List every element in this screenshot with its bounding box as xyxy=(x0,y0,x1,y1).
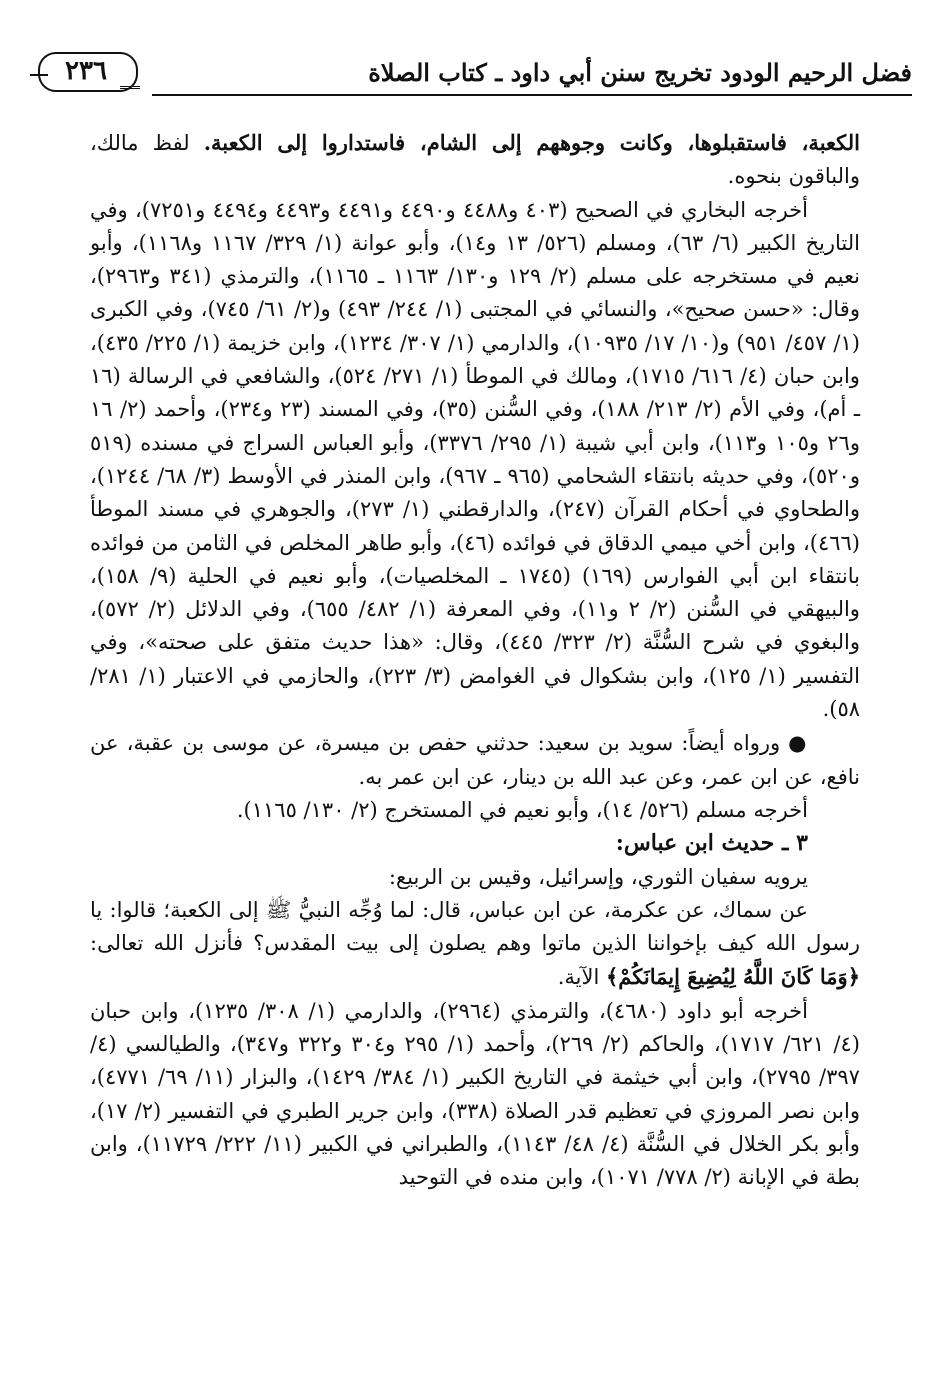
riwaya-text: ورواه أيضاً: سويد بن سعيد: حدثني حفص بن ميسرة، عن موسى بن عقبة، عن نافع، عن ابن عمر، وعن عبد الله بن دينار، عن ابن عمر به. xyxy=(90,731,860,789)
takhrij-paragraph-3: أخرجه أبو داود (٤٦٨٠)، والترمذي (٢٩٦٤)، والدارمي (١/ ٣٠٨/ ١٢٣٥)، وابن حبان (٤/ ٦٢١/ ١٧١٧)، والحاكم (٢/ ٢٦٩)، وأحمد (١/ ٢٩٥ و٣٠٤ و٣٢٢ و٣٤٧)، والطيالسي (٤/ ٣٩٧/ ٢٧٩٥)، وابن أبي خيثمة في التاريخ الكبير (١/ ٣٨٤/ ١٤٢٩)، والبزار (١١/ ٦٩/ ٤٧٧١)، وابن نصر المروزي في تعظيم قدر الصلاة (٣٣٨)، وابن جرير الطبري في التفسير (٢/ ١٧)، وأبو بكر الخلال في السُّنَّة (٤/ ٤٨/ ١١٤٣)، والطبراني في الكبير (١١/ ٢٢٢/ ١١٧٢٩)، وابن بطة في الإبانة (٢/ ٧٧٨/ ١٠٧١)، وابن منده في التوحيد xyxy=(90,998,860,1190)
hadith-text: عن سماك، عن عكرمة، عن ابن عباس، قال: لما وُجِّه النبيُّ ﷺ إلى الكعبة؛ قالوا: يا رسول الله كيف بإخواننا الذين ماتوا وهم يصلون إلى بيت المقدس؟ فأنزل الله تعالى: xyxy=(90,897,860,956)
header-rule-right xyxy=(152,94,912,96)
hadith-paragraph xyxy=(90,894,860,995)
bullet-icon: ● xyxy=(788,730,808,756)
header-rule-left xyxy=(30,74,48,76)
riwaya-paragraph xyxy=(90,726,860,794)
narrators-line: يرويه سفيان الثوري، وإسرائيل، وقيس بن الربيع: xyxy=(388,864,808,889)
hadith-text-end: الكعبة، فاستقبلوها، وكانت وجوههم إلى الشام، فاستداروا إلى الكعبة. xyxy=(203,130,860,155)
header-rule-ornament xyxy=(120,86,140,92)
hadith-text-end: الآية. xyxy=(557,965,606,990)
paragraph-1 xyxy=(90,126,860,194)
quran-verse: ﴿وَمَا كَانَ اللَّهُ لِيُضِيعَ إِيمَانَكُمْ﴾ xyxy=(606,964,860,990)
page-number: ٢٣٦ xyxy=(65,56,107,86)
page-number-frame xyxy=(30,52,150,88)
running-title: فضل الرحيم الودود تخريج سنن أبي داود ـ كتاب الصلاة xyxy=(368,58,912,87)
main-text xyxy=(90,126,860,1195)
takhrij-paragraph-1: أخرجه البخاري في الصحيح (٤٠٣ و٤٤٨٨ و٤٤٩٠ و٤٤٩١ و٤٤٩٣ و٤٤٩٤ و٧٢٥١)، وفي التاريخ الكبير (٦/ ٦٣)، ومسلم (٥٢٦/ ١٣ و١٤)، وأبو عوانة (١/ ٣٢٩/ ١١٦٧ و١١٦٨)، وأبو نعيم في مستخرجه على مسلم (٢/ ١٢٩ و١٣٠/ ١١٦٣ ـ ١١٦٥)، والترمذي (٣٤١ و٢٩٦٣)، وقال: «حسن صحيح»، والنسائي في المجتبى (١/ ٢٤٤/ ٤٩٣) و(٢/ ٦١/ ٧٤٥)، وفي الكبرى (١/ ٤٥٧/ ٩٥١) و(١٠/ ١٧/ ١٠٩٣٥)، والدارمي (١/ ٣٠٧/ ١٢٣٤)، وابن خزيمة (١/ ٢٢٥/ ٤٣٥)، وابن حبان (٤/ ٦١٦/ ١٧١٥)، ومالك في الموطأ (١/ ٢٧١/ ٥٢٤)، والشافعي في الرسالة (١٦ ـ أم)، وفي الأم (٢/ ٢١٣/ ١٨٨)، وفي السُّنن (٣٥)، وفي المسند (٢٣ و٢٣٤)، وأحمد (٢/ ١٦ و٢٦ و١٠٥ و١١٣)، وابن أبي شيبة (١/ ٢٩٥/ ٣٣٧٦)، وأبو العباس السراج في مسنده (٥١٩ و٥٢٠)، وفي حديثه بانتقاء الشحامي (٩٦٥ ـ ٩٦٧)، وابن المنذر في الأوسط (٣/ ٦٨/ ١٢٤٤)، والطحاوي في أحكام القرآن (٢٤٧)، والدارقطني (١/ ٢٧٣)، والجوهري في مسند الموطأ (٤٦٦)، وابن أخي ميمي الدقاق في فوائده (٤٦)، وأبو طاهر المخلص في الثامن من فوائده بانتقاء ابن أبي الفوارس (١٦٩) (١٧٤٥ ـ المخلصيات)، وأبو نعيم في الحلية (٩/ ١٥٨)، والبيهقي في السُّنن (٢/ ٢ و١١)، وفي المعرفة (١/ ٤٨٢/ ٦٥٥)، وفي الدلائل (٢/ ٥٧٢)، والبغوي في شرح السُّنَّة (٢/ ٣٢٣/ ٤٤٥)، وقال: «هذا حديث متفق على صحته»، وفي التفسير (١/ ١٢٥)، وابن بشكوال في الغوامض (٣/ ٢٢٣)، والحازمي في الاعتبار (١/ ٢٨١/ ٥٨). xyxy=(90,197,860,722)
section-heading: ٣ ـ حديث ابن عباس: xyxy=(615,830,808,857)
page-header xyxy=(30,52,912,92)
takhrij-paragraph-2: أخرجه مسلم (٥٢٦/ ١٤)، وأبو نعيم في المستخرج (٢/ ١٣٠/ ١١٦٥). xyxy=(236,797,808,822)
paragraph-1-rest: لفظ مالك، والباقون بنحوه. xyxy=(90,131,860,189)
